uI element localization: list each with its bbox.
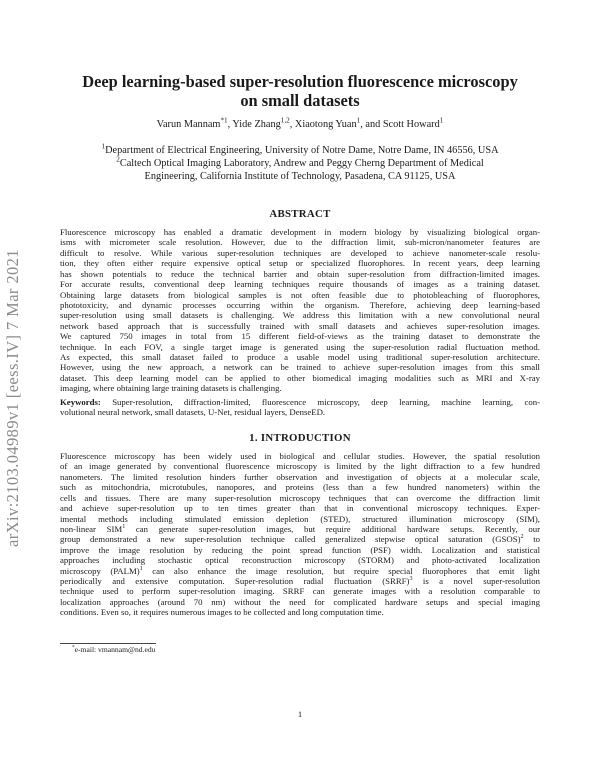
abstract-line: We captured 750 images in total from 15 different field-of-views as the training dataset to demonstrate the <box>60 331 540 342</box>
intro-line <box>60 524 540 534</box>
arxiv-identifier[interactable]: arXiv:2103.04989v1 [eess.IV] 7 Mar 2021 <box>3 249 22 547</box>
footnote <box>72 645 155 654</box>
intro-line: imental methods including stimulated emission depletion (STED), structured illumination microscopy (SIM), <box>60 513 540 524</box>
footnote-email-link[interactable]: e-mail: vmannam@nd.edu <box>74 645 156 654</box>
abstract-line: Fluorescence microscopy has enabled a dramatic development in modern biology by visualizing biological organ- <box>60 227 540 237</box>
intro-text: can generate super-resolution images, but require additional hardware setups. Recently, our <box>125 523 540 534</box>
abstract-line: dataset. This deep learning model can be applied to other biomedical imaging modalities such as MRI and X-ray <box>60 372 540 383</box>
affiliation-caltech <box>60 157 540 170</box>
keywords-line: volutional neural network, small datasets, U-Net, residual layers, DenseED. <box>60 407 326 418</box>
affiliation-notre-dame <box>60 144 540 157</box>
abstract-line: tion, they often either require expensive optical setup or specialized fluorophores. In recent years, deep learning <box>60 258 540 269</box>
intro-line: Fluorescence microscopy has been widely used in biological and cellular studies. However, the spatial resolution <box>60 451 540 461</box>
abstract-line: Obtaining large datasets from biological samples is not often feasible due to photobleaching of fluorophores, <box>60 289 540 300</box>
keywords-label: Keywords: <box>60 397 101 407</box>
abstract-line: imaging, where obtaining large training datasets is challenging. <box>60 383 282 394</box>
keywords-line <box>60 397 540 407</box>
intro-text: to <box>523 534 540 545</box>
abstract-line: super-resolution using small datasets is challenging. We address this limitation with a new convolutional neural <box>60 310 540 321</box>
keywords-text: Super-resolution, diffraction-limited, fluorescence microscopy, deep learning, machine learning, con- <box>112 397 541 407</box>
affiliation-text: Caltech Optical Imaging Laboratory, Andrew and Peggy Cherng Department of Medical <box>119 158 484 169</box>
keywords <box>60 397 540 418</box>
abstract-line: For accurate results, conventional deep learning techniques require thousands of images as a training dataset. <box>60 279 540 290</box>
intro-line <box>60 534 540 544</box>
abstract-line: phototoxicity, and dynamic processes occurring within the organism. Therefore, achieving deep learning-based <box>60 299 540 310</box>
abstract-heading: ABSTRACT <box>269 208 331 220</box>
abstract-line: network based approach that is successfully trained with small datasets and achieves super-resolution images. <box>60 320 540 331</box>
author-name: and Scott Howard <box>365 119 440 130</box>
author-list: Varun Mannam$^{*1}$, Yide Zhang$^{1,2}$, Xiaotong Yuan$^1$, and Scott Howard$^1$ <box>156 116 444 130</box>
affiliations <box>60 144 540 183</box>
citation-link[interactable]: 1 <box>139 565 143 572</box>
author-affiliation-mark: *1 <box>220 116 228 125</box>
intro-line: nanometers. The limited resolution hinders further observation and investigation of objects at a molecular scale, <box>60 471 540 482</box>
intro-line: of an image generated by conventional fluorescence microscopy is limited by the light diffraction to a few hundred <box>60 461 540 472</box>
author-affiliation-mark: 1 <box>356 116 361 125</box>
introduction-body <box>60 451 540 618</box>
affiliation-caltech-cont: Engineering, California Institute of Technology, Pasadena, CA 91125, USA <box>144 171 456 182</box>
affiliation-text: Department of Electrical Engineering, University of Notre Dame, Notre Dame, IN 46556, USA <box>105 145 499 156</box>
abstract-line: has shown potentials to reduce the technical barrier and obtain super-resolution from diffraction-limited images. <box>60 268 540 279</box>
author-name: Xiaotong Yuan <box>294 119 357 130</box>
affiliation-mark: 2 <box>116 155 120 164</box>
intro-text: non-linear SIM <box>60 523 123 534</box>
paper-title <box>60 72 540 110</box>
intro-line <box>60 566 540 576</box>
intro-line: localization approaches (around 70 nm) without the need for complicated hardware setups and special imaging <box>60 596 540 607</box>
intro-line: and achieve super-resolution up to ten times greater than that in conventional microscopy techniques. Exper- <box>60 503 540 514</box>
affiliation-mark: 1 <box>101 142 106 151</box>
abstract-line: However, using the new approach, a network can be trained to achieve super-resolution images from this small <box>60 362 540 373</box>
author-affiliation-mark: 1,2 <box>280 116 290 125</box>
intro-text: group demonstrated a new super-resolution technique called generalized stepwise optical saturation (GSOS) <box>60 534 521 545</box>
footnote-mark: * <box>72 644 75 651</box>
citation-link[interactable]: 2 <box>520 534 524 541</box>
intro-text: can also enhance the image resolution, but require special fluorophores that emit light <box>142 565 540 576</box>
abstract-line: technique. In each FOV, a single target image is generated using the super-resolution radial fluctuation method. <box>60 341 540 352</box>
intro-line: improve the image resolution by reducing the point spread function (PSF) width. Localization and statistical <box>60 544 540 555</box>
citation-link[interactable]: 1 <box>122 524 126 531</box>
intro-text: periodically and extensive computation. Super-resolution radial fluctuation (SRRF) <box>60 576 410 587</box>
abstract-line: isms with micrometer scale resolution. However, due to the diffraction limit, sub-micron/nanometer features are <box>60 237 540 248</box>
abstract-body <box>60 227 540 394</box>
intro-line <box>60 576 540 586</box>
citation-link[interactable]: 3 <box>409 576 413 583</box>
title-line: on small datasets <box>240 91 360 110</box>
page-number: 1 <box>297 709 303 719</box>
abstract-line: difficult to resolve. While various super-resolution techniques are developed to achieve nanometer-scale resolu- <box>60 247 540 258</box>
author-name: Yide Zhang <box>232 119 281 130</box>
intro-text: microscopy (PALM) <box>60 565 140 576</box>
intro-line: approaches including stochastic optical reconstruction microscopy (STORM) and photo-activated localization <box>60 555 540 566</box>
author-name: Varun Mannam <box>156 119 221 130</box>
intro-line: technique used to perform super-resolution imaging. SRRF can generate images with a resolution comparable to <box>60 586 540 597</box>
intro-text: is a novel super-resolution <box>412 576 540 587</box>
intro-line: conditions. Even so, it requires numerous images to be collected and long computation time. <box>60 607 384 618</box>
author-affiliation-mark: 1 <box>439 116 444 125</box>
intro-line: cells and tissues. There are many super-resolution microscopy techniques that can overcome the diffraction limit <box>60 492 540 503</box>
intro-line: such as mitochondria, microtubules, nanopores, and proteins (less than a few hundred nanometers) within the <box>60 482 540 493</box>
abstract-line: As expected, this small dataset failed to produce a usable model using traditional super-resolution architecture. <box>60 352 540 363</box>
introduction-heading: 1. INTRODUCTION <box>249 432 351 444</box>
title-line: Deep learning-based super-resolution fluorescence microscopy <box>82 72 518 91</box>
